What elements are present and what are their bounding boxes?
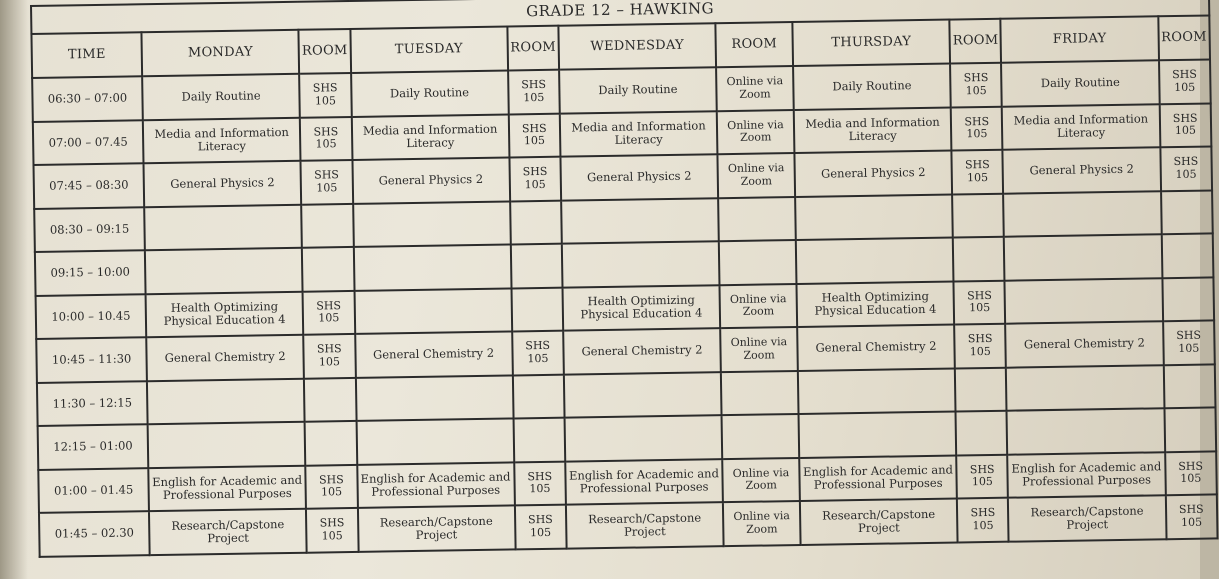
time-cell: 01:45 – 02.30 <box>39 511 150 556</box>
header-room-friday: ROOM <box>1158 15 1210 60</box>
room-cell: SHS 105 <box>512 331 564 375</box>
room-cell <box>513 418 565 462</box>
subject-cell: General Physics 2 <box>144 161 302 207</box>
room-cell <box>1163 364 1215 408</box>
subject-cell: General Chemistry 2 <box>146 335 304 381</box>
subject-cell <box>353 201 511 247</box>
subject-cell: Daily Routine <box>559 67 717 113</box>
subject-cell: Media and Information Literacy <box>1002 104 1160 150</box>
subject-cell <box>145 248 303 294</box>
subject-cell <box>798 368 956 414</box>
header-room-tuesday: ROOM <box>507 26 559 71</box>
room-cell: Online via Zoom <box>717 153 795 198</box>
subject-cell: General Physics 2 <box>1003 147 1161 193</box>
room-cell: Online via Zoom <box>716 66 794 111</box>
time-cell: 08:30 – 09:15 <box>34 207 145 252</box>
room-cell: SHS 105 <box>508 70 560 114</box>
subject-cell: Research/Capstone Project <box>357 505 515 551</box>
subject-cell <box>353 244 511 290</box>
subject-cell: Daily Routine <box>142 74 300 120</box>
subject-cell <box>1006 365 1164 411</box>
room-cell: Online via Zoom <box>722 457 800 502</box>
room-cell: SHS 105 <box>1159 59 1211 103</box>
subject-cell <box>564 372 722 418</box>
room-cell: SHS 105 <box>303 334 355 378</box>
room-cell: SHS 105 <box>514 461 566 505</box>
subject-cell: Health Optimizing Physical Education 4 <box>796 281 954 327</box>
subject-cell: Media and Information Literacy <box>351 114 509 160</box>
room-cell: SHS 105 <box>957 498 1009 542</box>
subject-cell: Media and Information Literacy <box>794 107 952 153</box>
header-friday: FRIDAY <box>1001 16 1159 62</box>
subject-cell <box>144 204 302 250</box>
subject-cell <box>148 422 306 468</box>
class-schedule-table <box>30 0 1219 557</box>
room-cell <box>302 247 354 291</box>
subject-cell <box>147 378 305 424</box>
room-cell <box>513 374 565 418</box>
subject-cell: General Physics 2 <box>560 154 718 200</box>
subject-cell: Daily Routine <box>793 64 951 110</box>
room-cell: Online via Zoom <box>720 327 798 372</box>
room-cell <box>718 197 796 242</box>
room-cell <box>722 414 800 459</box>
header-tuesday: TUESDAY <box>350 27 508 73</box>
subject-cell: General Chemistry 2 <box>797 325 955 371</box>
subject-cell: English for Academic and Professional Purposes <box>1008 452 1166 498</box>
subject-cell: English for Academic and Professional Purposes <box>148 465 306 511</box>
room-cell <box>953 237 1005 281</box>
room-cell: Online via Zoom <box>723 501 801 546</box>
subject-cell: Research/Capstone Project <box>1008 495 1166 541</box>
room-cell: SHS 105 <box>299 73 351 117</box>
subject-cell <box>355 375 513 421</box>
room-cell <box>1161 233 1213 277</box>
room-cell <box>305 421 357 465</box>
room-cell: SHS 105 <box>508 113 560 157</box>
room-cell: SHS 105 <box>300 116 352 160</box>
room-cell: SHS 105 <box>306 508 358 552</box>
room-cell <box>952 193 1004 237</box>
schedule-sheet <box>30 0 1219 573</box>
subject-cell <box>354 288 512 334</box>
subject-cell: English for Academic and Professional Purposes <box>799 455 957 501</box>
header-room-monday: ROOM <box>299 29 351 74</box>
time-cell: 12:15 – 01:00 <box>38 424 149 469</box>
time-cell: 07:00 – 07.45 <box>33 120 144 165</box>
room-cell: SHS 105 <box>303 290 355 334</box>
subject-cell: Health Optimizing Physical Education 4 <box>146 291 304 337</box>
room-cell <box>719 240 797 285</box>
header-monday: MONDAY <box>142 30 300 76</box>
paper-fold-shadow <box>0 0 28 579</box>
subject-cell <box>356 418 514 464</box>
room-cell <box>1164 407 1216 451</box>
time-cell: 10:45 – 11:30 <box>36 337 147 382</box>
room-cell: SHS 105 <box>301 160 353 204</box>
subject-cell <box>564 415 722 461</box>
subject-cell: English for Academic and Professional Purposes <box>357 462 515 508</box>
subject-cell <box>1004 234 1162 280</box>
room-cell: SHS 105 <box>1160 146 1212 190</box>
subject-cell: Research/Capstone Project <box>800 499 958 545</box>
room-cell <box>1161 190 1213 234</box>
header-wednesday: WEDNESDAY <box>558 23 716 69</box>
subject-cell <box>1007 408 1165 454</box>
room-cell: Online via Zoom <box>720 283 798 328</box>
subject-cell: General Chemistry 2 <box>1006 321 1164 367</box>
time-cell: 10:00 – 10.45 <box>36 294 147 339</box>
time-cell: 11:30 – 12:15 <box>37 381 148 426</box>
room-cell: Online via Zoom <box>717 110 795 155</box>
room-cell <box>301 203 353 247</box>
subject-cell <box>561 198 719 244</box>
room-cell: SHS 105 <box>951 106 1003 150</box>
room-cell <box>304 377 356 421</box>
room-cell: SHS 105 <box>509 157 561 201</box>
subject-cell: Research/Capstone Project <box>566 502 724 548</box>
subject-cell: Media and Information Literacy <box>143 117 301 163</box>
room-cell: SHS 105 <box>1165 451 1217 495</box>
time-cell: 09:15 – 10:00 <box>35 250 146 295</box>
room-cell: SHS 105 <box>1163 320 1215 364</box>
time-cell: 07:45 – 08:30 <box>34 163 145 208</box>
room-cell: SHS 105 <box>954 324 1006 368</box>
subject-cell <box>796 238 954 284</box>
header-room-thursday: ROOM <box>949 19 1001 64</box>
subject-cell <box>1004 191 1162 237</box>
room-cell <box>510 200 562 244</box>
room-cell: SHS 105 <box>305 464 357 508</box>
subject-cell: Research/Capstone Project <box>149 509 307 555</box>
header-room-wednesday: ROOM <box>715 22 793 67</box>
subject-cell: General Chemistry 2 <box>563 328 721 374</box>
room-cell <box>1162 277 1214 321</box>
subject-cell: General Physics 2 <box>794 151 952 197</box>
header-thursday: THURSDAY <box>792 20 950 66</box>
room-cell <box>955 367 1007 411</box>
subject-cell: English for Academic and Professional Purposes <box>565 459 723 505</box>
room-cell: SHS 105 <box>950 63 1002 107</box>
schedule-title: GRADE 12 – HAWKING <box>31 0 1209 34</box>
subject-cell <box>795 194 953 240</box>
subject-cell: Daily Routine <box>1001 60 1159 106</box>
subject-cell: General Physics 2 <box>352 157 510 203</box>
room-cell <box>956 411 1008 455</box>
room-cell <box>511 287 563 331</box>
time-cell: 01:00 – 01.45 <box>38 468 149 513</box>
room-cell: SHS 105 <box>954 280 1006 324</box>
room-cell: SHS 105 <box>515 505 567 549</box>
subject-cell <box>562 241 720 287</box>
time-cell: 06:30 – 07:00 <box>32 76 143 121</box>
subject-cell <box>799 412 957 458</box>
room-cell: SHS 105 <box>952 150 1004 194</box>
room-cell <box>510 244 562 288</box>
subject-cell <box>1005 278 1163 324</box>
room-cell <box>721 370 799 415</box>
room-cell: SHS 105 <box>1159 103 1211 147</box>
room-cell: SHS 105 <box>1165 494 1217 538</box>
subject-cell: Daily Routine <box>351 71 509 117</box>
header-time: TIME <box>31 32 142 78</box>
subject-cell: General Chemistry 2 <box>355 331 513 377</box>
subject-cell: Media and Information Literacy <box>560 111 718 157</box>
subject-cell: Health Optimizing Physical Education 4 <box>562 285 720 331</box>
room-cell: SHS 105 <box>956 454 1008 498</box>
